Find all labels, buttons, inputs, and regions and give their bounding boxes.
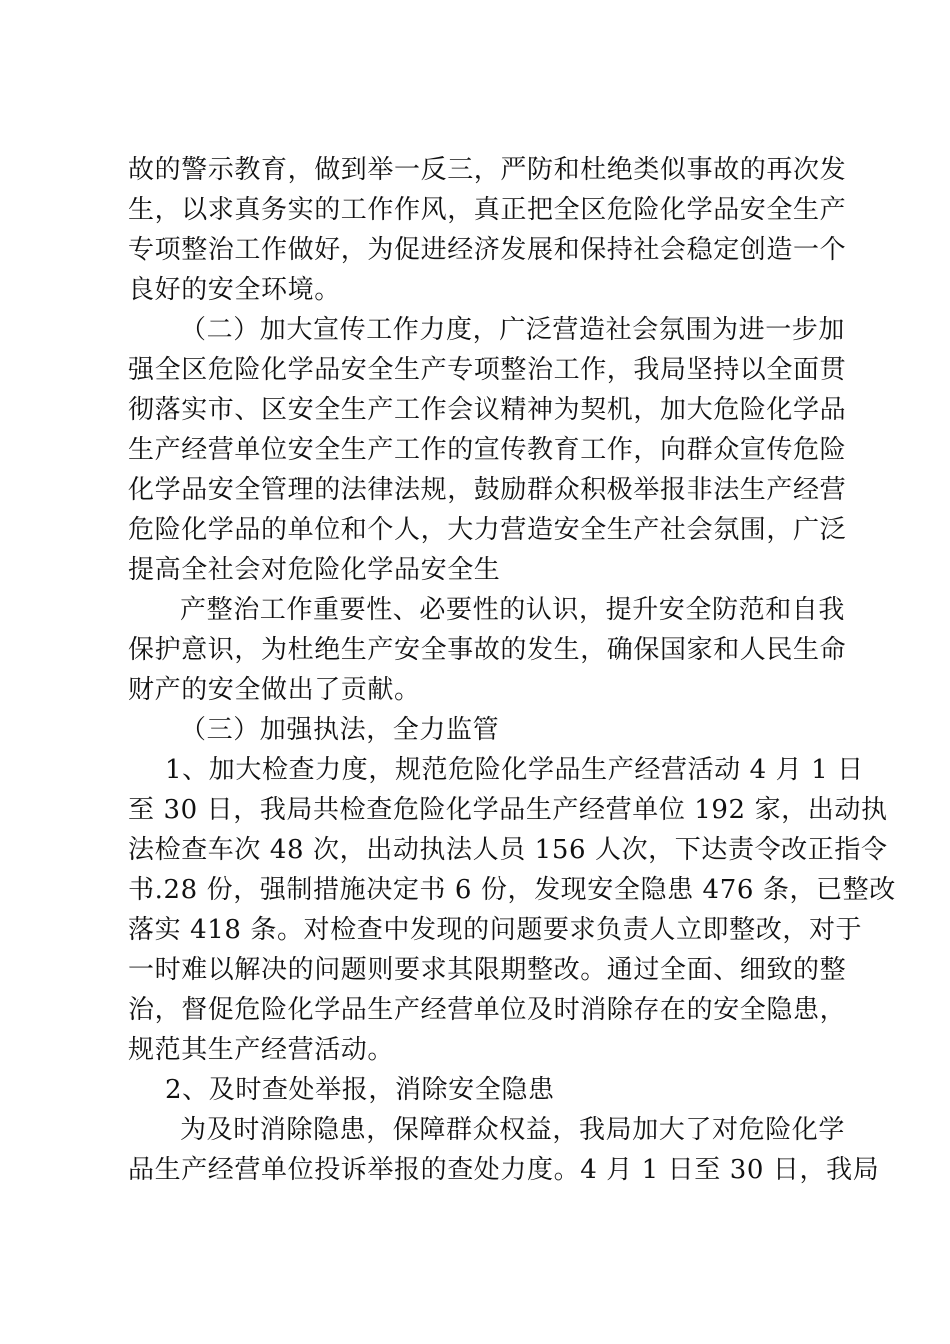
text-line: 故的警示教育，做到举一反三，严防和杜绝类似事故的再次发 <box>128 155 847 185</box>
text-line: 法检查车次 48 次，出动执法人员 156 人次，下达责令改正指令 <box>128 835 888 865</box>
text-line: 品生产经营单位投诉举报的查处力度。4 月 1 日至 30 日，我局 <box>128 1155 880 1185</box>
text-line: 生产经营单位安全生产工作的宣传教育工作，向群众宣传危险 <box>128 435 847 465</box>
text-line: 危险化学品的单位和个人，大力营造安全生产社会氛围，广泛 <box>128 515 847 545</box>
text-line: 良好的安全环境。 <box>128 275 341 305</box>
text-line: 产整治工作重要性、必要性的认识，提升安全防范和自我 <box>180 595 846 625</box>
text-line: 专项整治工作做好，为促进经济发展和保持社会稳定创造一个 <box>128 235 847 265</box>
text-line: 彻落实市、区安全生产工作会议精神为契机，加大危险化学品 <box>128 395 847 425</box>
text-line: 一时难以解决的问题则要求其限期整改。通过全面、细致的整 <box>128 955 847 985</box>
text-line: 书.28 份，强制措施决定书 6 份，发现安全隐患 476 条，已整改 <box>128 875 896 905</box>
text-line: 至 30 日，我局共检查危险化学品生产经营单位 192 家，出动执 <box>128 795 888 825</box>
text-line: 化学品安全管理的法律法规，鼓励群众积极举报非法生产经营 <box>128 475 847 505</box>
text-line: 提高全社会对危险化学品安全生 <box>128 555 501 585</box>
section-heading: （二）加大宣传工作力度，广泛营造社会氛围为进一步加 <box>180 315 846 345</box>
text-line: 强全区危险化学品安全生产专项整治工作，我局坚持以全面贯 <box>128 355 847 385</box>
text-line: 生，以求真务实的工作作风，真正把全区危险化学品安全生产 <box>128 195 847 225</box>
text-line: 财产的安全做出了贡献。 <box>128 675 421 705</box>
subsection-heading: 1、加大检查力度，规范危险化学品生产经营活动 4 月 1 日 <box>165 755 864 785</box>
text-line: 治，督促危险化学品生产经营单位及时消除存在的安全隐患， <box>128 995 847 1025</box>
text-line: 规范其生产经营活动。 <box>128 1035 395 1065</box>
text-line: 落实 418 条。对检查中发现的问题要求负责人立即整改，对于 <box>128 915 863 945</box>
text-line: 为及时消除隐患，保障群众权益，我局加大了对危险化学 <box>180 1115 846 1145</box>
subsection-heading: 2、及时查处举报，消除安全隐患 <box>165 1075 555 1105</box>
text-line: 保护意识，为杜绝生产安全事故的发生，确保国家和人民生命 <box>128 635 847 665</box>
section-heading: （三）加强执法，全力监管 <box>180 715 500 745</box>
